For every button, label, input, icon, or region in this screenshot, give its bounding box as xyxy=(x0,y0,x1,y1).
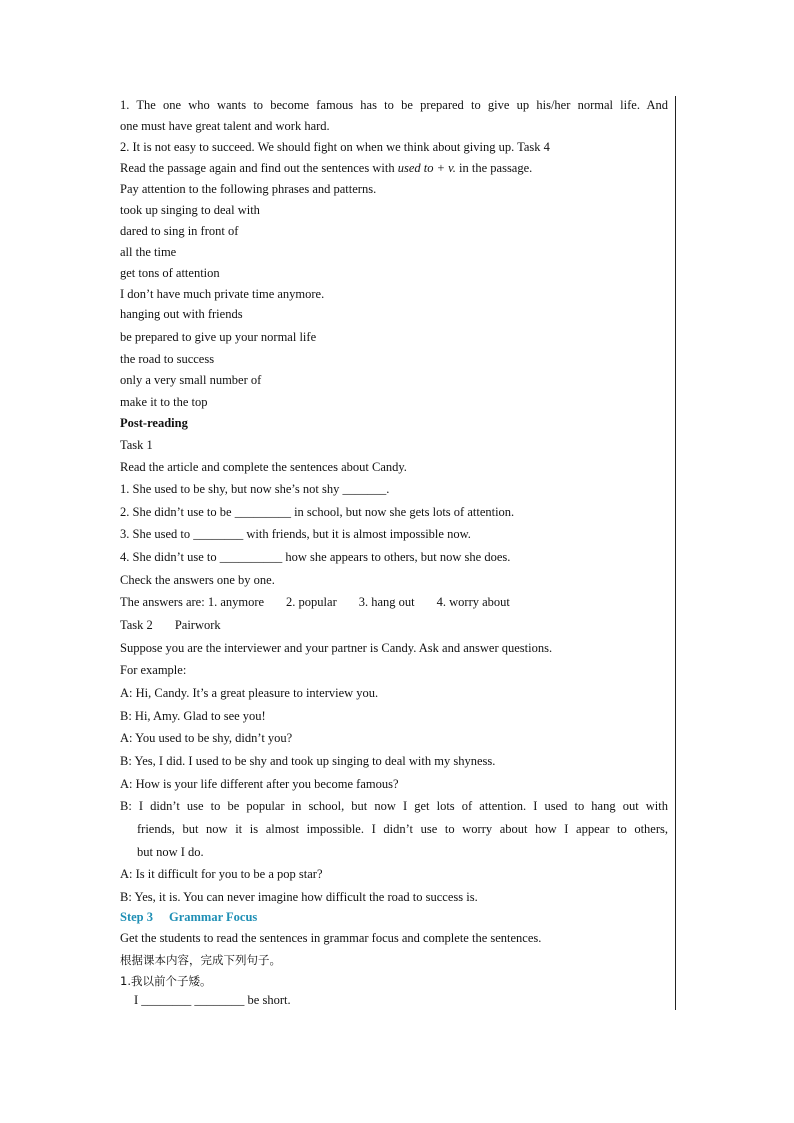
step3-instruction: Get the students to read the sentences in grammar focus and complete the sentences. xyxy=(120,931,542,945)
phrase-item: I don’t have much private time anymore. xyxy=(120,287,325,301)
phrase-item: took up singing to deal with xyxy=(120,203,260,217)
phrase-item: dared to sing in front of xyxy=(120,224,239,238)
dialogue-line: B: Yes, I did. I used to be shy and took up singing to deal with my shyness. xyxy=(120,754,496,768)
phrase-item: hanging out with friends xyxy=(120,307,243,321)
exercise-sentence: 1. She used to be shy, but now she’s not shy _______. xyxy=(120,482,390,496)
task2-label xyxy=(120,618,221,633)
task2-number: Task 2 xyxy=(120,618,153,632)
intro-line-3-pre: Read the passage again and find out the sentences with xyxy=(120,161,398,175)
step3-number: Step 3 xyxy=(120,910,153,924)
table-border-right xyxy=(675,96,676,1010)
used-to-pattern: used to + v. xyxy=(397,161,456,175)
phrase-item: get tons of attention xyxy=(120,266,220,280)
example-label: For example: xyxy=(120,663,187,677)
step3-heading xyxy=(120,910,257,925)
intro-line-3-post: in the passage. xyxy=(455,161,533,175)
dialogue-line: A: Is it difficult for you to be a pop star? xyxy=(120,867,323,881)
intro-line-2: 2. It is not easy to succeed. We should fight on when we think about giving up. Task 4 xyxy=(120,140,550,154)
answer-item: 4. worry about xyxy=(436,595,510,609)
dialogue-line: B: Yes, it is. You can never imagine how difficult the road to success is. xyxy=(120,890,478,904)
task2-title: Pairwork xyxy=(174,618,221,632)
phrase-item: make it to the top xyxy=(120,395,208,409)
exercise-sentence: 2. She didn’t use to be _________ in school, but now she gets lots of attention. xyxy=(120,505,515,519)
post-reading-heading: Post-reading xyxy=(120,416,188,430)
step3-title: Grammar Focus xyxy=(169,910,258,924)
phrase-item: only a very small number of xyxy=(120,373,262,387)
dialogue-line: A: How is your life different after you become famous? xyxy=(120,777,399,791)
task2-instruction: Suppose you are the interviewer and your partner is Candy. Ask and answer questions. xyxy=(120,641,553,655)
dialogue-long-line-2: friends, but now it is almost impossible. I didn’t use to worry about how I appear to others, xyxy=(137,822,668,836)
phrase-item: all the time xyxy=(120,245,177,259)
intro-line-1b: one must have great talent and work hard. xyxy=(120,119,330,133)
dialogue-line: A: Hi, Candy. It’s a great pleasure to interview you. xyxy=(120,686,379,700)
cn-instruction: 根据课本内容，完成下列句子。 xyxy=(120,953,281,967)
task1-label: Task 1 xyxy=(120,438,153,452)
dialogue-line: B: Hi, Amy. Glad to see you! xyxy=(120,709,266,723)
intro-line-4: Pay attention to the following phrases and patterns. xyxy=(120,182,377,196)
answer-item: 2. popular xyxy=(286,595,337,609)
answer-item: 1. anymore xyxy=(207,595,265,609)
question-1-answer-line: I ________ ________ be short. xyxy=(134,993,291,1007)
check-instruction: Check the answers one by one. xyxy=(120,573,275,587)
phrase-item: the road to success xyxy=(120,352,215,366)
dialogue-long-line-3: but now I do. xyxy=(137,845,204,859)
exercise-sentence: 4. She didn’t use to __________ how she appears to others, but now she does. xyxy=(120,550,511,564)
dialogue-line: A: You used to be shy, didn’t you? xyxy=(120,731,293,745)
answer-item: 3. hang out xyxy=(358,595,415,609)
dialogue-long-line-1: B: I didn’t use to be popular in school, but now I get lots of attention. I used to hang out with xyxy=(120,799,668,813)
answers-line xyxy=(120,595,510,610)
intro-line-3 xyxy=(120,161,532,176)
intro-line-1a: 1. The one who wants to become famous has to be prepared to give up his/her normal life. And xyxy=(120,98,668,112)
cn-question-1: 1.我以前个子矮。 xyxy=(120,974,212,988)
exercise-sentence: 3. She used to ________ with friends, but it is almost impossible now. xyxy=(120,527,471,541)
phrase-item: be prepared to give up your normal life xyxy=(120,330,317,344)
task1-instruction: Read the article and complete the sentences about Candy. xyxy=(120,460,407,474)
answers-label: The answers are: xyxy=(120,595,205,609)
